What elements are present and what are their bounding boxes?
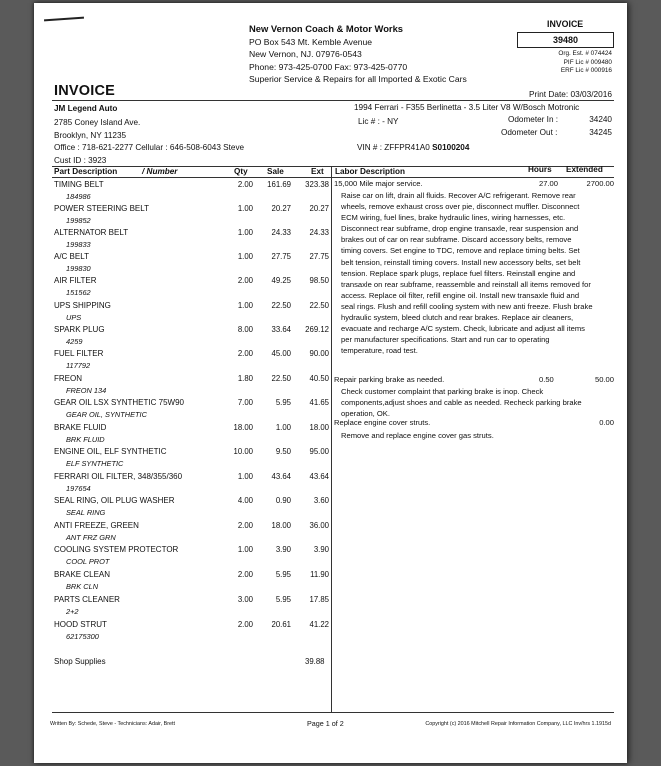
- labor-hours: 0.50: [539, 375, 554, 384]
- footer-copyright: Copyright (c) 2016 Mitchell Repair Information Company, LLC Inv/hrs 1.1915d: [425, 721, 611, 727]
- customer-street: 2785 Coney Island Ave.: [54, 118, 141, 127]
- part-qty: 1.00: [237, 252, 253, 261]
- vehicle-description: 1994 Ferrari - F355 Berlinetta - 3.5 Liter V8 W/Bosch Motronic: [354, 103, 580, 112]
- part-ext: 17.85: [309, 595, 329, 604]
- part-ext: 98.50: [309, 276, 329, 285]
- part-number: 199830: [66, 264, 91, 273]
- parts-header-desc: Part Description: [54, 167, 118, 176]
- part-qty: 1.00: [237, 545, 253, 554]
- part-sale: 20.27: [271, 204, 291, 213]
- part-row: [54, 276, 329, 300]
- part-description: BRAKE CLEAN: [54, 570, 111, 579]
- part-number: UPS: [66, 313, 82, 322]
- part-qty: 4.00: [237, 496, 253, 505]
- part-row: [54, 570, 329, 594]
- part-description: GEAR OIL LSX SYNTHETIC 75W90: [54, 398, 184, 407]
- customer-name: JM Legend Auto: [54, 104, 118, 113]
- part-number: 184986: [66, 192, 91, 201]
- vin-label: VIN # : ZFFPR41A0: [357, 143, 433, 152]
- part-qty: 2.00: [237, 276, 253, 285]
- part-row: [54, 521, 329, 545]
- part-sale: 27.75: [271, 252, 291, 261]
- part-row: [54, 252, 329, 276]
- odometer-in-label: Odometer In :: [508, 115, 559, 124]
- part-number: 4259: [66, 337, 83, 346]
- footer-written-by: Written By: Schede, Steve - Technicians: Adair, Brett: [50, 721, 176, 727]
- part-ext: 24.33: [309, 228, 329, 237]
- part-ext: 269.12: [305, 325, 329, 334]
- part-sale: 3.90: [275, 545, 291, 554]
- shop-phone: Phone: 973-425-0700 Fax: 973-425-0770: [249, 61, 408, 72]
- part-sale: 0.90: [275, 496, 291, 505]
- part-qty: 10.00: [233, 447, 253, 456]
- part-qty: 1.00: [237, 228, 253, 237]
- part-description: BRAKE FLUID: [54, 423, 107, 432]
- part-number: ELF SYNTHETIC: [66, 459, 124, 468]
- footer-divider: [52, 712, 614, 713]
- part-description: FUEL FILTER: [54, 349, 104, 358]
- print-date: Print Date: 03/03/2016: [528, 89, 612, 99]
- erf-lic: ERF Lic # 000916: [560, 67, 612, 74]
- part-ext: 41.22: [309, 620, 329, 629]
- part-ext: 11.90: [310, 570, 329, 579]
- part-sale: 18.00: [271, 521, 291, 530]
- shop-tagline: Superior Service & Repairs for all Imported & Exotic Cars: [249, 74, 467, 85]
- part-qty: 2.00: [237, 349, 253, 358]
- parts-header-qty: Qty: [234, 167, 248, 176]
- part-number: GEAR OIL, SYNTHETIC: [66, 410, 147, 419]
- part-number: ANT FRZ GRN: [66, 533, 116, 542]
- column-divider: [331, 166, 332, 712]
- part-ext: 40.50: [309, 374, 329, 383]
- part-row: [54, 447, 329, 471]
- part-number: 199833: [66, 240, 91, 249]
- part-ext: 3.60: [313, 496, 329, 505]
- labor-header-hours: Hours: [528, 165, 552, 174]
- invoice-heading: INVOICE: [54, 83, 116, 99]
- footer-page: Page 1 of 2: [307, 719, 344, 728]
- part-ext: 3.90: [313, 545, 329, 554]
- part-description: ANTI FREEZE, GREEN: [54, 521, 139, 530]
- labor-text: Remove and replace engine cover gas struts.: [341, 431, 494, 440]
- part-qty: 3.00: [237, 595, 253, 604]
- part-qty: 8.00: [237, 325, 253, 334]
- header-divider: [52, 100, 614, 101]
- part-ext: 36.00: [309, 521, 329, 530]
- labor-list: [334, 179, 614, 479]
- labor-header-extended: Extended: [566, 165, 603, 174]
- odometer-out-label: Odometer Out :: [501, 128, 558, 137]
- part-row: [54, 180, 329, 204]
- part-sale: 43.64: [271, 472, 291, 481]
- pif-lic: PIF Lic # 009480: [563, 59, 612, 66]
- part-ext: 18.00: [309, 423, 329, 432]
- part-sale: 1.00: [275, 423, 291, 432]
- part-number: 2+2: [66, 607, 79, 616]
- part-sale: 45.00: [271, 349, 291, 358]
- part-ext: 95.00: [309, 447, 329, 456]
- labor-header-desc: Labor Description: [335, 167, 406, 176]
- part-number: SEAL RING: [66, 508, 106, 517]
- part-number: BRK CLN: [66, 582, 99, 591]
- invoice-page: [34, 3, 627, 763]
- part-ext: 90.00: [309, 349, 329, 358]
- part-qty: 2.00: [237, 570, 253, 579]
- invoice-box-title: INVOICE: [547, 19, 584, 29]
- customer-phones: Office : 718-621-2277 Cellular : 646-508-6043 Steve: [54, 143, 245, 152]
- part-qty: 18.00: [233, 423, 253, 432]
- part-description: COOLING SYSTEM PROTECTOR: [54, 545, 179, 554]
- part-description: POWER STEERING BELT: [54, 204, 149, 213]
- part-description: FERRARI OIL FILTER, 348/355/360: [54, 472, 183, 481]
- part-sale: 161.69: [267, 180, 291, 189]
- part-sale: 5.95: [275, 595, 291, 604]
- odometer-in: 34240: [589, 115, 612, 124]
- pen-mark: [44, 17, 84, 22]
- part-number: 151562: [66, 288, 91, 297]
- part-row: [54, 374, 329, 398]
- labor-hours: 27.00: [539, 179, 559, 188]
- part-row: [54, 423, 329, 447]
- labor-title: Replace engine cover struts.: [334, 418, 431, 427]
- labor-title: Repair parking brake as needed.: [334, 375, 445, 384]
- part-ext: 20.27: [309, 204, 329, 213]
- part-description: AIR FILTER: [54, 276, 97, 285]
- part-qty: 7.00: [237, 398, 253, 407]
- part-qty: 2.00: [237, 521, 253, 530]
- part-row: [54, 545, 329, 569]
- part-row: [54, 595, 329, 619]
- labor-title: 15,000 Mile major service.: [334, 179, 423, 188]
- parts-header-ext: Ext: [311, 167, 324, 176]
- part-sale: 24.33: [271, 228, 291, 237]
- invoice-number: 39480: [517, 32, 614, 48]
- part-row: [54, 620, 329, 644]
- part-sale: 49.25: [271, 276, 291, 285]
- part-description: PARTS CLEANER: [54, 595, 120, 604]
- vin: [357, 143, 469, 152]
- part-sale: 9.50: [275, 447, 291, 456]
- part-ext: 22.50: [309, 301, 329, 310]
- labor-text: Check customer complaint that parking brake is inop. Check components,adjust shoes and cable as needed. Recheck parking brake operation, OK.: [341, 387, 582, 419]
- part-sale: 22.50: [271, 301, 291, 310]
- shop-address1: PO Box 543 Mt. Kemble Avenue: [249, 36, 373, 47]
- part-sale: 20.61: [271, 620, 291, 629]
- part-number: 62175300: [66, 632, 99, 641]
- part-row: [54, 496, 329, 520]
- part-number: BRK FLUID: [66, 435, 105, 444]
- part-description: ENGINE OIL, ELF SYNTHETIC: [54, 447, 167, 456]
- part-qty: 1.00: [237, 204, 253, 213]
- part-number: COOL PROT: [66, 557, 110, 566]
- part-sale: 5.95: [275, 398, 291, 407]
- part-qty: 2.00: [237, 180, 253, 189]
- parts-header-number: / Number: [142, 167, 178, 176]
- labor-extended: 2700.00: [586, 179, 614, 188]
- part-description: ALTERNATOR BELT: [54, 228, 129, 237]
- part-row: [54, 228, 329, 252]
- shop-supplies-ext: 39.88: [305, 657, 325, 666]
- part-number: FREON 134: [66, 386, 107, 395]
- labor-text: Raise car on lift, drain all fluids. Recover A/C refrigerant. Remove rear wheels, remove exhaust cross over pie, disconnect muffler. Disconnect ECM wiring, fuel lines, brake hydraulic lines, wiring harnesses, etc. Disconnect rear subframe, drop engine transaxle, rear suspension and brakes out of car on rear subframe. Discard accessory belts, remove timing covers. Set engine to TDC, remove and replace timing belts. Set belt tension, reinstall timing covers. Install new accessory belts, set belt tension. Replace spark plugs, replace fuel filters. Reinstall engine and transaxle on rear subframe, reassemble and reinstall all items removed for access. Replace oil filter, refill engine oil. Install new transaxle fluid and seal rings. Flush and refill cooling system with new anti freeze. Flush brake hydraulic system, bleed clutch and rear brakes. Replace air cleaners, evacuate and recharge A/C system. Check, lubricate and adjust all items per manufacturer specifications. Start and run car to operating temperature, road test.: [341, 191, 593, 356]
- part-description: TIMING BELT: [54, 180, 104, 189]
- part-row: [54, 204, 329, 228]
- part-number: 199852: [66, 216, 91, 225]
- part-row: [54, 325, 329, 349]
- customer-city: Brooklyn, NY 11235: [54, 131, 127, 140]
- part-description: A/C BELT: [54, 252, 89, 261]
- part-ext: 323.38: [305, 180, 329, 189]
- part-qty: 1.00: [237, 301, 253, 310]
- labor-extended: 0.00: [599, 418, 614, 427]
- part-description: SPARK PLUG: [54, 325, 105, 334]
- part-number: 197654: [66, 484, 91, 493]
- part-sale: 5.95: [275, 570, 291, 579]
- odometer-out: 34245: [589, 128, 612, 137]
- labor-extended: 50.00: [594, 375, 614, 384]
- part-qty: 2.00: [237, 620, 253, 629]
- vehicle-lic: Lic # : - NY: [358, 117, 399, 126]
- shop-supplies-label: Shop Supplies: [54, 657, 106, 666]
- part-description: HOOD STRUT: [54, 620, 107, 629]
- part-number: 117792: [66, 361, 91, 370]
- part-sale: 33.64: [271, 325, 291, 334]
- part-qty: 1.00: [237, 472, 253, 481]
- part-row: [54, 398, 329, 422]
- vin-bold: S0100204: [432, 143, 470, 152]
- part-ext: 27.75: [309, 252, 329, 261]
- table-header-bottom: [52, 177, 614, 178]
- part-description: UPS SHIPPING: [54, 301, 111, 310]
- shop-address2: New Vernon, NJ. 07976-0543: [249, 49, 362, 60]
- org-est: Org. Est. # 074424: [558, 50, 612, 57]
- part-row: [54, 301, 329, 325]
- part-qty: 1.80: [237, 374, 253, 383]
- customer-id: Cust ID : 3923: [54, 156, 107, 165]
- part-sale: 22.50: [271, 374, 291, 383]
- part-row: [54, 472, 329, 496]
- part-ext: 43.64: [309, 472, 329, 481]
- part-description: FREON: [54, 374, 82, 383]
- part-description: SEAL RING, OIL PLUG WASHER: [54, 496, 175, 505]
- part-ext: 41.65: [309, 398, 329, 407]
- shop-name: New Vernon Coach & Motor Works: [249, 23, 404, 34]
- shop-header: [249, 23, 467, 86]
- part-row: [54, 349, 329, 373]
- parts-header-sale: Sale: [267, 167, 284, 176]
